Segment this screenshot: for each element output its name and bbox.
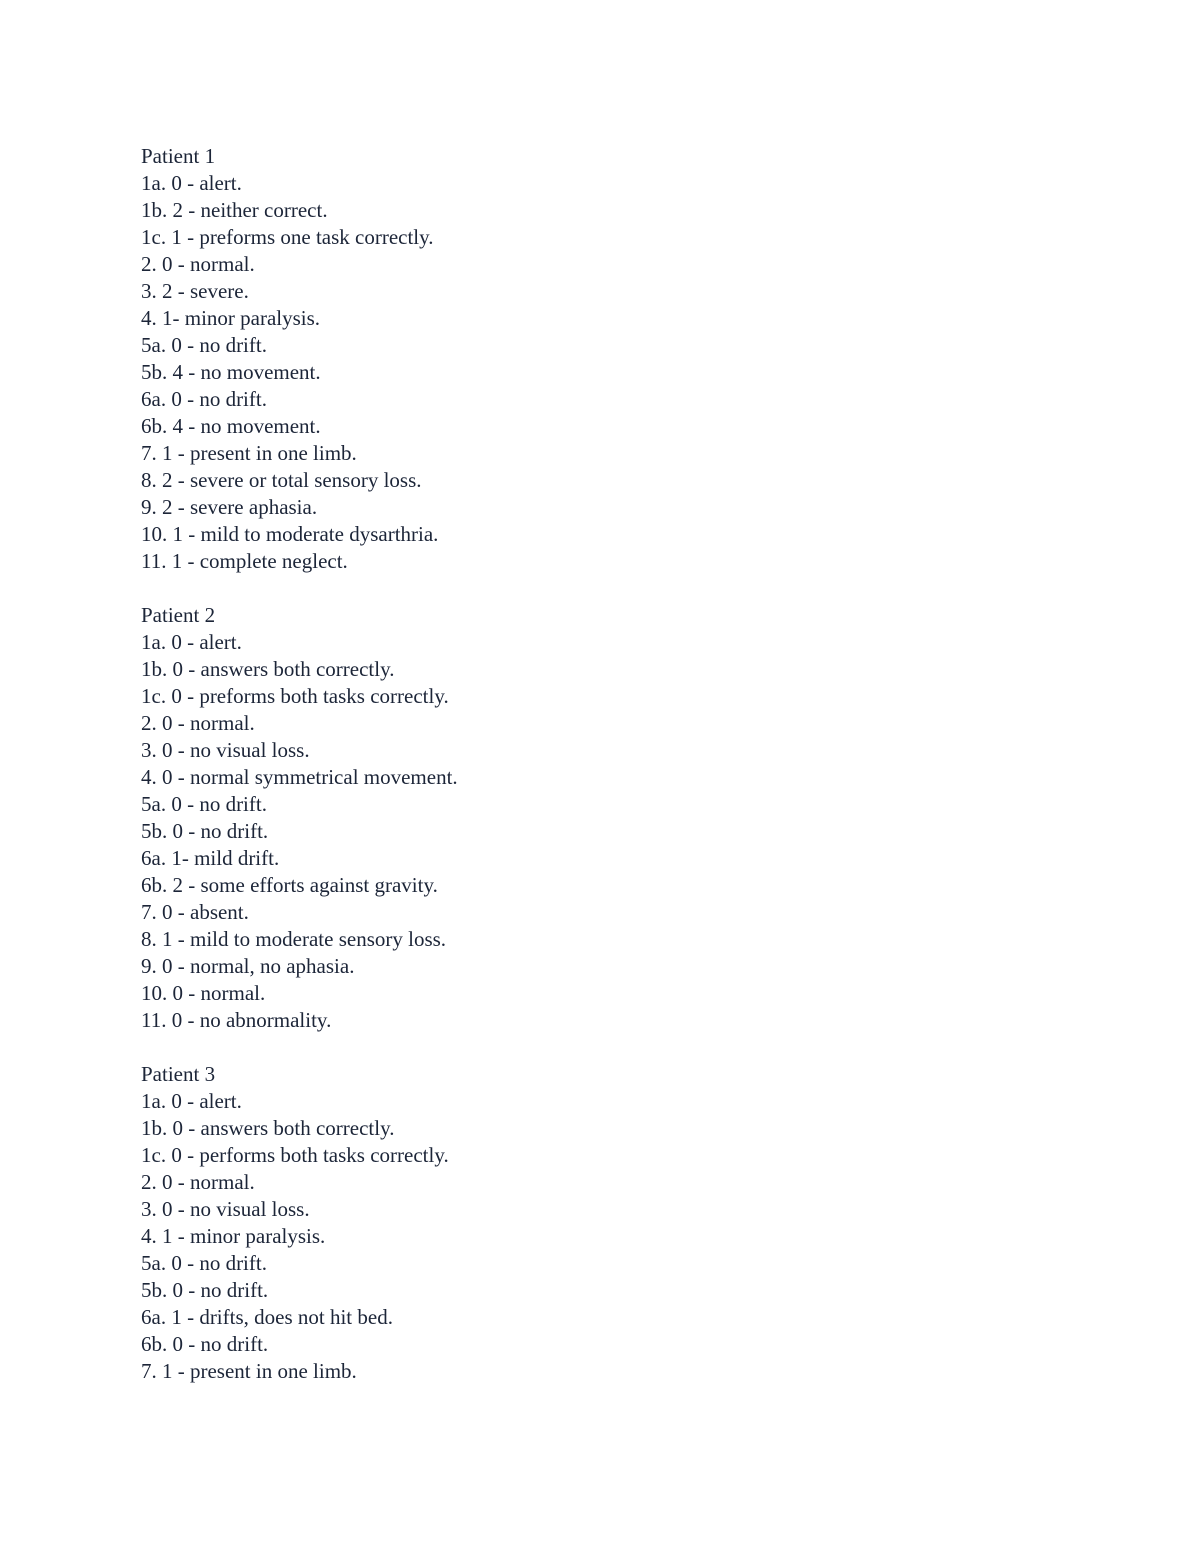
score-item: 1b. 0 - answers both correctly. xyxy=(141,1116,395,1140)
patient-title: Patient 3 xyxy=(141,1062,216,1086)
score-item: 5a. 0 - no drift. xyxy=(141,1251,267,1275)
patient-1-section xyxy=(141,143,1041,575)
score-item: 5a. 0 - no drift. xyxy=(141,792,267,816)
score-item: 5b. 0 - no drift. xyxy=(141,819,269,843)
patient-title: Patient 1 xyxy=(141,144,216,168)
score-item: 1c. 0 - preforms both tasks correctly. xyxy=(141,684,449,708)
score-item: 7. 1 - present in one limb. xyxy=(141,1359,357,1383)
score-item: 1c. 0 - performs both tasks correctly. xyxy=(141,1143,449,1167)
score-item: 9. 0 - normal, no aphasia. xyxy=(141,954,355,978)
score-item: 1a. 0 - alert. xyxy=(141,630,242,654)
score-item: 2. 0 - normal. xyxy=(141,252,255,276)
score-item: 10. 0 - normal. xyxy=(141,981,266,1005)
score-item: 1a. 0 - alert. xyxy=(141,171,242,195)
score-item: 6a. 1- mild drift. xyxy=(141,846,280,870)
score-item: 1a. 0 - alert. xyxy=(141,1089,242,1113)
score-item: 4. 1 - minor paralysis. xyxy=(141,1224,326,1248)
score-item: 4. 0 - normal symmetrical movement. xyxy=(141,765,458,789)
score-item: 2. 0 - normal. xyxy=(141,711,255,735)
score-item: 7. 0 - absent. xyxy=(141,900,249,924)
patient-3-section xyxy=(141,1061,1041,1385)
score-item: 4. 1- minor paralysis. xyxy=(141,306,321,330)
patient-2-section xyxy=(141,602,1041,1034)
score-item: 8. 1 - mild to moderate sensory loss. xyxy=(141,927,447,951)
score-item: 11. 0 - no abnormality. xyxy=(141,1008,332,1032)
document-body xyxy=(141,143,1041,1385)
score-item: 8. 2 - severe or total sensory loss. xyxy=(141,468,422,492)
score-item: 2. 0 - normal. xyxy=(141,1170,255,1194)
score-item: 5b. 4 - no movement. xyxy=(141,360,321,384)
score-item: 3. 0 - no visual loss. xyxy=(141,1197,310,1221)
score-item: 3. 0 - no visual loss. xyxy=(141,738,310,762)
patient-title: Patient 2 xyxy=(141,603,216,627)
score-item: 3. 2 - severe. xyxy=(141,279,249,303)
score-item: 6a. 0 - no drift. xyxy=(141,387,267,411)
score-item: 5a. 0 - no drift. xyxy=(141,333,267,357)
score-item: 11. 1 - complete neglect. xyxy=(141,549,348,573)
score-item: 5b. 0 - no drift. xyxy=(141,1278,269,1302)
score-item: 6a. 1 - drifts, does not hit bed. xyxy=(141,1305,393,1329)
score-item: 9. 2 - severe aphasia. xyxy=(141,495,318,519)
score-item: 6b. 0 - no drift. xyxy=(141,1332,269,1356)
score-item: 10. 1 - mild to moderate dysarthria. xyxy=(141,522,439,546)
score-item: 1b. 0 - answers both correctly. xyxy=(141,657,395,681)
score-item: 6b. 4 - no movement. xyxy=(141,414,321,438)
score-item: 1b. 2 - neither correct. xyxy=(141,198,328,222)
score-item: 1c. 1 - preforms one task correctly. xyxy=(141,225,434,249)
score-item: 6b. 2 - some efforts against gravity. xyxy=(141,873,438,897)
score-item: 7. 1 - present in one limb. xyxy=(141,441,357,465)
